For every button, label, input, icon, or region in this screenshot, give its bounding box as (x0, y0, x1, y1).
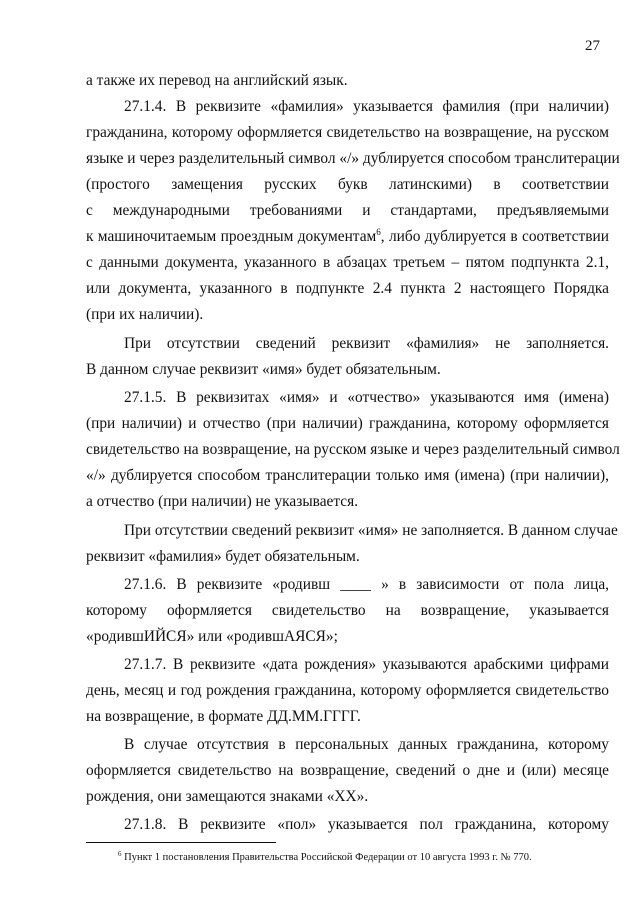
footnote-divider (86, 842, 276, 843)
text-line: которому оформляется свидетельство на возвращение, указывается (86, 602, 609, 619)
text-line-with-footnote-ref (86, 224, 609, 250)
footnote-text: Пункт 1 постановления Правительства Российской Федерации от 10 августа 1993 г. № 770. (121, 852, 532, 863)
text-line: оформляется свидетельство на возвращение, сведений о дне и (или) месяце (86, 762, 609, 779)
paragraph-absence-name: При отсутствии сведений реквизит «имя» не заполняется. В данном случае (124, 522, 618, 539)
text-line: В данном случае реквизит «имя» будет обязательным. (86, 361, 441, 378)
text-line: «/» дублируется способом транслитерации только имя (имена) (при наличии), (86, 467, 609, 484)
text-line: «родившИЙСЯ» или «родившАЯСЯ»; (86, 628, 338, 645)
paragraph-27-1-5-start: 27.1.5. В реквизитах «имя» и «отчество» указываются имя (имена) (124, 389, 609, 406)
paragraph-absence-surname: При отсутствии сведений реквизит «фамилия» не заполняется. (124, 335, 609, 352)
text-line: гражданина, которому оформляется свидетельство на возвращение, на русском (86, 124, 609, 141)
paragraph-missing-birth-data: В случае отсутствия в персональных данных гражданина, которому (124, 736, 609, 753)
footnote (118, 850, 532, 866)
text-line: свидетельство на возвращение, на русском языке и через разделительный символ (86, 441, 620, 458)
paragraph-27-1-7-start: 27.1.7. В реквизите «дата рождения» указываются арабскими цифрами (124, 656, 609, 673)
paragraph-27-1-4-start: 27.1.4. В реквизите «фамилия» указывается фамилия (при наличии) (124, 98, 609, 115)
page-number: 27 (585, 38, 600, 54)
text-segment: , либо дублируется в соответствии (380, 228, 609, 245)
text-line: (при наличии) и отчество (при наличии) гражданина, которому оформляется (86, 415, 609, 432)
text-line: с международными требованиями и стандартами, предъявляемыми (86, 202, 609, 219)
text-line: день, месяц и год рождения гражданина, которому оформляется свидетельство (86, 682, 609, 699)
text-line: а отчество (при наличии) не указывается. (86, 493, 359, 510)
text-line: (простого замещения русских букв латинскими) в соответствии (86, 176, 609, 193)
text-line: рождения, они замещаются знаками «XX». (86, 788, 369, 805)
footnote-marker: 6 (118, 850, 122, 858)
text-segment: к машиночитаемым проездным документам (86, 228, 377, 245)
text-line: (при их наличии). (86, 306, 204, 323)
text-line: а также их перевод на английский язык. (86, 72, 348, 89)
paragraph-27-1-6-start: 27.1.6. В реквизите «родивш ____ » в зависимости от пола лица, (124, 576, 609, 593)
text-line: с данными документа, указанного в абзацах третьем – пятом подпункта 2.1, (86, 254, 609, 271)
text-line: на возвращение, в формате ДД.ММ.ГГГГ. (86, 708, 361, 725)
paragraph-27-1-8-start: 27.1.8. В реквизите «пол» указывается пол гражданина, которому (124, 816, 609, 833)
text-line: или документа, указанного в подпункте 2.4 пункта 2 настоящего Порядка (86, 280, 609, 297)
footnote-reference[interactable]: 6 (376, 227, 381, 237)
text-line: языке и через разделительный символ «/» дублируется способом транслитерации (86, 150, 620, 167)
text-line: реквизит «фамилия» будет обязательным. (86, 548, 360, 565)
